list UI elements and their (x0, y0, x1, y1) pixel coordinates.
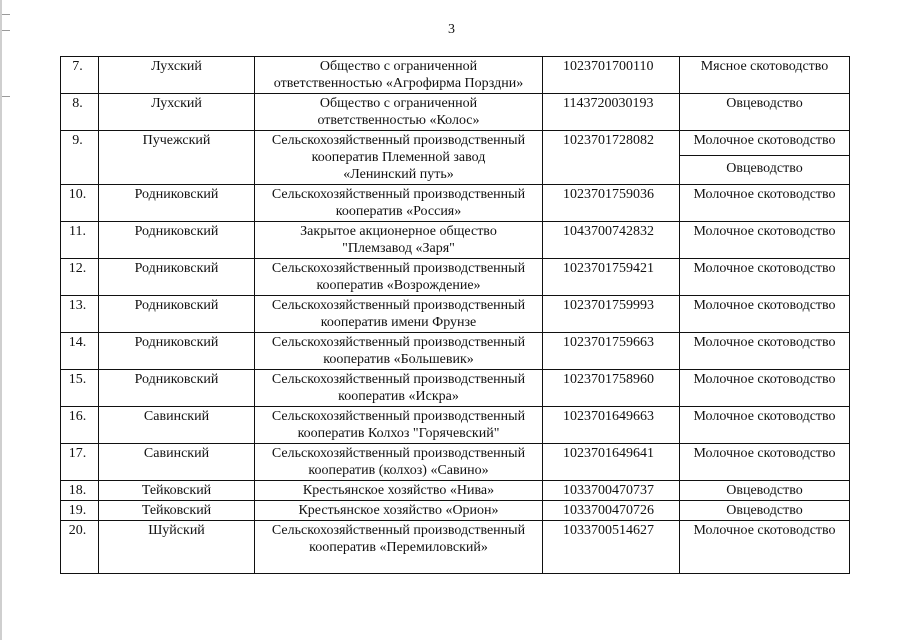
organization-line: Сельскохозяйственный производственный (271, 446, 526, 461)
ogrn-cell: 1033700470726 (543, 501, 680, 521)
district-cell: Родниковский (99, 296, 255, 333)
organization-line: Общество с ограниченной (319, 59, 478, 74)
row-number: 16. (61, 407, 99, 444)
scan-edge-tick (2, 30, 10, 31)
row-number: 14. (61, 333, 99, 370)
activity-cell: Молочное скотоводство (680, 521, 850, 574)
ogrn-cell: 1023701728082 (543, 131, 680, 185)
organization-line: ответственностью «Агрофирма Порздни» (273, 76, 524, 91)
organization-line: Сельскохозяйственный производственный (271, 261, 526, 276)
ogrn-cell: 1023701759036 (543, 185, 680, 222)
district-cell: Родниковский (99, 222, 255, 259)
activity-primary: Молочное скотоводство (680, 132, 849, 156)
table-row (61, 259, 850, 296)
organization-cell (255, 94, 543, 131)
scan-edge-mark (0, 0, 8, 640)
table-row (61, 185, 850, 222)
ogrn-cell: 1043700742832 (543, 222, 680, 259)
district-cell: Шуйский (99, 521, 255, 574)
activity-cell: Молочное скотоводство (680, 222, 850, 259)
ogrn-cell: 1023701759421 (543, 259, 680, 296)
row-number: 17. (61, 444, 99, 481)
organization-line: Закрытое акционерное общество (300, 224, 497, 239)
activity-cell: Молочное скотоводство (680, 444, 850, 481)
organization-line: Сельскохозяйственный производственный (271, 335, 526, 350)
district-cell: Савинский (99, 407, 255, 444)
organization-line: кооператив Колхоз "Горячевский" (297, 426, 500, 441)
organization-cell (255, 521, 543, 574)
row-number: 13. (61, 296, 99, 333)
organization-cell (255, 296, 543, 333)
scan-edge-tick (2, 14, 10, 15)
district-cell: Родниковский (99, 259, 255, 296)
activity-cell (680, 131, 850, 185)
table-row (61, 94, 850, 131)
row-number: 9. (61, 131, 99, 185)
organization-line: кооператив (колхоз) «Савино» (308, 463, 489, 478)
row-number: 7. (61, 57, 99, 94)
activity-cell: Молочное скотоводство (680, 259, 850, 296)
table-row (61, 444, 850, 481)
organization-line: кооператив «Возрождение» (316, 278, 481, 293)
row-number: 11. (61, 222, 99, 259)
organization-line: кооператив «Большевик» (323, 352, 474, 367)
ogrn-cell: 1033700470737 (543, 481, 680, 501)
district-cell: Родниковский (99, 370, 255, 407)
ogrn-cell: 1023701759993 (543, 296, 680, 333)
table-row (61, 370, 850, 407)
ogrn-cell: 1023701649663 (543, 407, 680, 444)
organization-line: Сельскохозяйственный производственный (271, 409, 526, 424)
organization-cell (255, 481, 543, 501)
ogrn-cell: 1023701758960 (543, 370, 680, 407)
organization-cell (255, 333, 543, 370)
organization-line: Крестьянское хозяйство «Нива» (302, 483, 495, 498)
table-row (61, 501, 850, 521)
organization-line: Сельскохозяйственный производственный (271, 298, 526, 313)
organization-line: кооператив «Россия» (335, 204, 462, 219)
organization-line: Сельскохозяйственный производственный (271, 372, 526, 387)
organization-line: "Племзавод «Заря" (342, 241, 455, 256)
district-cell: Лухский (99, 94, 255, 131)
table-row (61, 407, 850, 444)
activity-secondary: Овцеводство (726, 161, 803, 176)
organization-cell (255, 222, 543, 259)
row-number: 18. (61, 481, 99, 501)
row-number: 8. (61, 94, 99, 131)
organization-line: кооператив «Перемиловский» (309, 540, 488, 555)
organization-line: «Ленинский путь» (343, 167, 454, 182)
row-number: 19. (61, 501, 99, 521)
activity-cell: Молочное скотоводство (680, 333, 850, 370)
ogrn-cell: 1023701700110 (543, 57, 680, 94)
activity-cell: Молочное скотоводство (680, 370, 850, 407)
organization-cell (255, 370, 543, 407)
organization-line: Сельскохозяйственный производственный (271, 187, 526, 202)
district-cell: Савинский (99, 444, 255, 481)
row-number: 15. (61, 370, 99, 407)
organization-cell (255, 259, 543, 296)
row-number: 20. (61, 521, 99, 574)
table-row (61, 131, 850, 185)
organization-line: Общество с ограниченной (319, 96, 478, 111)
organization-line: Сельскохозяйственный производственный (271, 133, 526, 148)
table-row (61, 521, 850, 574)
scan-edge-tick (2, 96, 10, 97)
district-cell: Пучежский (99, 131, 255, 185)
activity-cell: Молочное скотоводство (680, 296, 850, 333)
organization-cell (255, 407, 543, 444)
district-cell: Тейковский (99, 501, 255, 521)
organization-cell (255, 57, 543, 94)
table-row (61, 222, 850, 259)
ogrn-cell: 1033700514627 (543, 521, 680, 574)
organization-line: кооператив имени Фрунзе (320, 315, 477, 330)
table-row (61, 296, 850, 333)
activity-cell: Мясное скотоводство (680, 57, 850, 94)
organization-line: ответственностью «Колос» (317, 113, 480, 128)
activity-cell: Молочное скотоводство (680, 407, 850, 444)
district-cell: Родниковский (99, 333, 255, 370)
table-row (61, 57, 850, 94)
district-cell: Лухский (99, 57, 255, 94)
organization-cell (255, 444, 543, 481)
activity-cell: Молочное скотоводство (680, 185, 850, 222)
row-number: 10. (61, 185, 99, 222)
organization-cell (255, 131, 543, 185)
activity-cell: Овцеводство (680, 94, 850, 131)
organization-line: Крестьянское хозяйство «Орион» (298, 503, 499, 518)
organization-line: Сельскохозяйственный производственный (271, 523, 526, 538)
district-cell: Родниковский (99, 185, 255, 222)
district-cell: Тейковский (99, 481, 255, 501)
organization-line: кооператив «Искра» (338, 389, 459, 404)
organization-cell (255, 185, 543, 222)
ogrn-cell: 1023701649641 (543, 444, 680, 481)
activity-cell: Овцеводство (680, 481, 850, 501)
registry-table (60, 56, 850, 574)
organization-line: кооператив Племенной завод (311, 150, 486, 165)
organization-cell (255, 501, 543, 521)
row-number: 12. (61, 259, 99, 296)
table-row (61, 481, 850, 501)
table-row (61, 333, 850, 370)
ogrn-cell: 1143720030193 (543, 94, 680, 131)
page-number: 3 (448, 22, 455, 37)
activity-cell: Овцеводство (680, 501, 850, 521)
ogrn-cell: 1023701759663 (543, 333, 680, 370)
